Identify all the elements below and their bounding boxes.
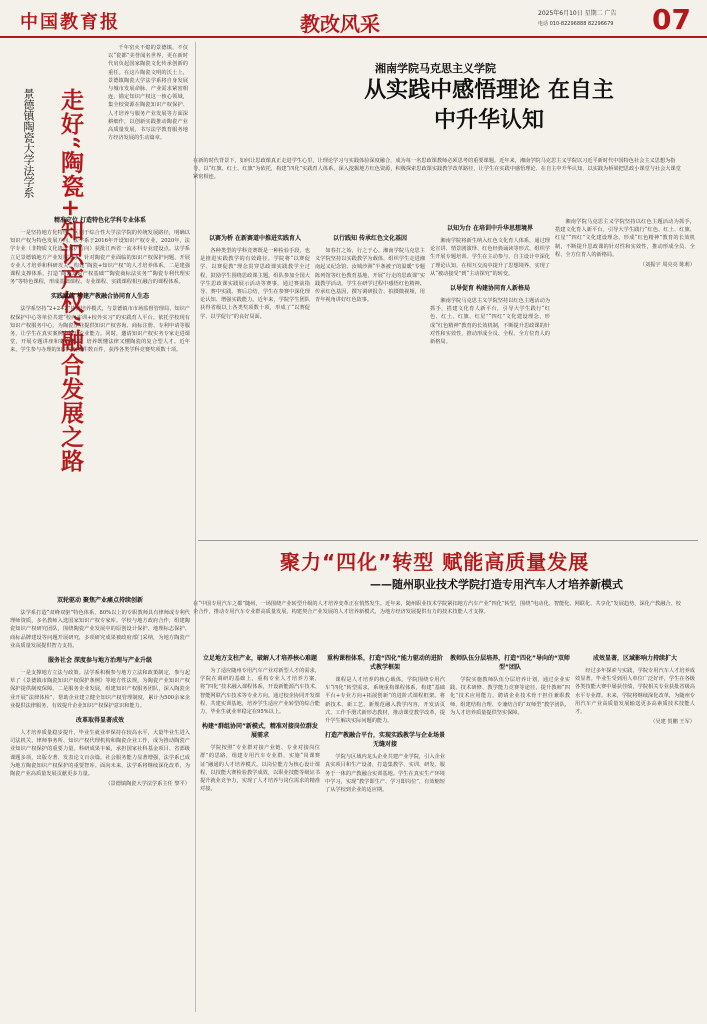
article1-body-2: 法学系坚持“2+2+2”协同培养模式，与景德镇市市场监督管理局、知识产权保护中心等单位共建“校内实训+校外实习”的实践育人平台。依托学校现有知识产权服务中心，为陶瓷企业提供知识产权咨询、商标注册、专利申请等服务，让学生在真实案例中提升专业能力。同时，邀请知识产权实务专家走进课堂，开展专题讲座和案例教学，培养既懂法律又懂陶瓷的复合型人才。近年来，学生参与办理的知识产权案件数百件，获得各类学科竞赛奖项数十项。 <box>10 306 190 354</box>
section-title: 教改风采 <box>300 12 380 36</box>
article2-body-1: 各种类型的学科竞赛既是一种检验手段，也是推进实践教学的有效路径。学院将“以赛促学、以赛促教”理念贯穿思政课实践教学全过程，鼓励学生围绕思政课主题，组队参加全国大学生思政课实践展示活动等赛事。通过赛前指导、赛中实践、赛后总结，学生在参赛中深化理论认知、增强实践能力。近年来，学院学生团队获得省级以上各类奖项数十项，形成了“以赛促学、以学促行”的良好局面。 <box>200 248 310 320</box>
article1-heading-5: 改革取得显著成效 <box>75 717 124 725</box>
article3-lead: 在“中国专用汽车之都”随州，一场围绕产业转型升级的人才培养变革正在悄然发生。近年来，随州职业技术学院紧扣地方汽车产业“四化”转型，围绕“电动化、智能化、网联化、共享化”发展趋势，深化产教融合、校企合作，推动专用汽车专业群高质量发展，构建契合产业发展的人才培养新模式，为地方经济发展提供有力的技术技能人才支撑。 <box>193 601 681 616</box>
column-divider <box>195 42 196 1012</box>
article1-title: 走好“陶瓷+知识产权”融合发展之路 <box>57 88 84 473</box>
article2-title: 从实践中感悟理论 在自主中升华认知 <box>364 78 614 133</box>
article3-heading-1: 立足地方支柱产业，破解人才培养核心难题 <box>202 655 317 662</box>
section-divider <box>198 540 698 541</box>
article3-heading-3: 重构课程体系，打造“四化”能力驱动的进阶式教学框架 <box>327 655 443 671</box>
page-number: 07 <box>652 3 691 36</box>
article2-credit: （刘振宇 周亮亮 陈莉） <box>639 262 695 269</box>
article1-heading-1: 精准定位 打造特色化学科专业体系 <box>53 217 147 224</box>
contact-info: 电话 010-82296888 82296679 <box>538 21 614 27</box>
article2-column-4 <box>555 218 695 538</box>
article3-column-3 <box>450 648 570 1018</box>
article2-heading-3: 以知为台 在培训中升华思想境界 <box>446 225 534 232</box>
article3-body-4: 学院与区域内龙头企业共建产业学院，引入企业真实项目和生产设备，打造集教学、实训、研发、服务于一体的产教融合实训基地。学生在真实生产环境中学习，实现“教学即生产、学习即岗位”，有效缩短了从学校到企业的适应期。 <box>325 754 445 794</box>
article3-column-4 <box>575 648 695 1018</box>
article1-heading-4: 服务社会 深度参与地方治理与产业升级 <box>47 657 153 665</box>
article2-body-4-continued: 湘南学院马克思主义学院坚持以红色主题活动为抓手，搭建文化育人新平台，引导大学生践行“红色、红土、红旗、红星”“四红”文化建设理念，形成“红色精神”教育的长效机制，不断提升思政课的针对性和实效性，推动形成全员、全程、全方位育人的新格局。 <box>555 219 695 258</box>
article3-heading-4: 打造产教融合平台，实现实践教学与企业场景无缝对接 <box>325 732 445 749</box>
article1-body-5: 人才培养质量稳步提升，毕业生就业率保持在较高水平，大量毕业生进入司法机关、律师事务所、知识产权代理机构和陶瓷企业工作，成为推动陶瓷产业知识产权保护的重要力量。科研成果丰硕，承担国家社科基金项目、省部级课题多项，出版专著、发表论文百余篇。社会服务能力显著增强，法学系已成为地方陶瓷知识产权保护的重要智库。面向未来，法学系将继续深化改革，为陶瓷产业高质量发展贡献更多力量。 <box>10 730 190 778</box>
article3-body-2: 学院按照“专业群对接产业链、专业对接岗位群”的思路，组建专用汽车专业群，实施“岗课赛证”融通的人才培养模式。以岗位能力为核心设计课程，以技能大赛检验教学成效，以职业技能等级证书提升就业竞争力，实现了人才培养与岗位需求的精准对接。 <box>200 745 320 793</box>
article1-heading-2: 实践赋能 构建产教融合协同育人生态 <box>50 293 150 301</box>
article3-subtitle: ——随州职业技术学院打造专用汽车人才培养新模式 <box>370 578 623 591</box>
article3-heading-6: 成效显著，区域影响力持续扩大 <box>592 655 677 662</box>
article2-heading-2: 以行践知 传承红色文化基因 <box>332 235 408 242</box>
article2-kicker: 湘南学院马克思主义学院 <box>375 62 496 75</box>
newspaper-logo: 中国教育报 <box>20 12 120 33</box>
article1-heading-3: 双轮驱动 聚焦产业痛点持续创新 <box>56 597 144 604</box>
article2-lead: 在新的时代背景下，如何让思政课真正走进学生心里，让理论学习与实践体验深度融合，成为每一名思政课教师必须思考的重要课题。近年来，湘南学院马克思主义学院以习近平新时代中国特色社会主义思想为指导，以“红旗、红土、红旗”为依托，构建“四化”实践育人体系，深入挖掘地方红色资源，积极探索思政课实践教学改革路径，让学生在实践中感悟理论、在自主中升华认知，以实践为桥梁把思政小课堂与社会大课堂紧密相连。 <box>193 158 681 181</box>
article2-column-2 <box>315 228 425 538</box>
article1-intro <box>108 44 188 204</box>
article3-credit: （吴建 贺鹏 王军） <box>650 719 695 726</box>
article3-title: 聚力“四化”转型 赋能高质量发展 <box>280 550 590 574</box>
article3-heading-2: 构建“群组协同”新模式，精准对接岗位群发展需求 <box>202 723 318 740</box>
intro-paragraph: 千年窑火不熄的景德镇，不仅以“瓷都”美誉闻名世界，更在新时代肩负起国家陶瓷文化传承创新的重任。在这片陶瓷文明的沃土上，景德镇陶瓷大学法学系将自身发展与城市发展命脉、产业需求紧密相连，锚定知识产权这一核心领域，集全校资源在陶瓷知识产权保护、人才培养与服务产业发展等方面深耕细作，以创新实践推动陶瓷产业高质量发展，书写法学教育服务地方经济发展的生动篇章。 <box>108 45 188 142</box>
article3-column-2 <box>325 648 445 1018</box>
article3-body-6: 经过多年探索与实践，学院专用汽车人才培养成效显著。毕业生受到用人单位广泛好评，学生在各级各类技能大赛中屡获佳绩，学院相关专业获批省级高水平专业群。未来，学院将继续深化改革，为随州专用汽车产业高质量发展输送更多高素质技术技能人才。 <box>575 668 695 716</box>
article2-heading-1: 以赛为桥 在新赛道中推进实践育人 <box>208 235 302 242</box>
article2-body-2: 如春打之始，行之于心。湘南学院马克思主义学院坚持以实践教学为载体，组织学生走进湘南起义纪念馆、汝城沙洲“半条被子的温暖”专题陈列馆等红色教育基地，开展“行走的思政课”实践教学活动。学生在研学过程中感悟红色精神、传承红色基因，撰写调研报告、拍摄微视频，用青年视角讲好红色故事。 <box>315 248 425 304</box>
article1-body-3: 法学系打造“双峰双驱”特色体系，80%以上的专职教师具有律师或专利代理师资质，多名教师入选国家知识产权专家库。学校与地方政府合作，组建陶瓷知识产权研究团队，围绕陶瓷产业发展中的原创设计保护、地理标志保护、商标品牌建设等问题开展研究，多项研究成果被政府部门采纳，为地方陶瓷产业高质量发展提供智力支持。 <box>10 610 190 649</box>
article2-body-4: 湘南学院马克思主义学院坚持以红色主题活动为抓手，搭建文化育人新平台，引导大学生践行“红色、红土、红旗、红星”“四红”文化建设理念，形成“红色精神”教育的长效机制，不断提升思政课的针对性和实效性，推动形成全员、全程、全方位育人的新格局。 <box>430 298 550 346</box>
issue-date: 2025年6月10日 星期二 广告 <box>538 10 617 17</box>
article1-credit: （景德镇陶瓷大学法学系主任 黎平） <box>105 781 190 788</box>
article2-body-3: 湘南学院将新生纳入红色文化育人体系，通过理论宣讲、情景剧演绎、红色经典诵读等形式，组织学生开展专题培训。学生在主动参与、自主设计中深化了理论认知，在相互交流中提升了思想境界，实现了从“被动接受”到“主动探究”的转变。 <box>430 238 550 277</box>
article1-column-a <box>10 210 190 585</box>
article1-body-1: 一是坚持地方化特色。区别于综合性大学法学院的传统发展路径，明确以知识产权为特色发展方向。法学系于2016年开设知识产权专业，2020年，法学专业（非物质文化遗产保护方向）获批江西省一流本科专业建设点。法学系立足景德镇地方产业发展需求，针对陶瓷产业面临的知识产权保护问题，开展专业人才培养和科研攻关，构建“陶瓷+知识产权”的人才培养体系。二是建强课程支撑体系，打造“陶瓷知识产权基础”“陶瓷商标法实务”“陶瓷专利代理实务”等特色课程，形成基础课程、专业课程、实践课程相互融合的课程体系。 <box>10 230 190 286</box>
article1-column-b <box>10 590 190 1010</box>
article3-body-3: 课程是人才培养的核心载体。学院围绕专用汽车“四化”转型需求，系统重构课程体系，构建“基础平台+专业方向+拓展创新”的进阶式课程框架。将新技术、新工艺、新规范融入教学内容，开发活页式、工作手册式新形态教材，推动课堂教学改革，提升学生解决实际问题的能力。 <box>325 677 445 725</box>
article1-body-4: 一是支撑地方立法与政策。法学系积极参与地方立法和政策制定，参与起草了《景德镇市陶瓷知识产权保护条例》等地方性法规，为陶瓷产业知识产权保护提供制度保障。二是服务企业发展，组建知识产权服务团队，深入陶瓷企业开展“法律体检”，帮助企业建立健全知识产权管理制度，累计为500余家企业提供法律服务，有效提升企业知识产权保护意识和能力。 <box>10 670 190 709</box>
article1-author: 景德镇陶瓷大学法学系 <box>22 88 35 198</box>
article2-column-1 <box>200 228 310 538</box>
article3-body-5: 学院实施教师队伍分层培养计划，通过企业实践、技术研修、教学能力竞赛等途径，提升教师“四化”技术应用能力。聘请企业技术骨干担任兼职教师，组建结构合理、专兼结合的“双师型”教学团队，为人才培养质量提供坚实保障。 <box>450 677 570 716</box>
article3-heading-5: 教师队伍分层培养，打造“四化”导向的“双师型”团队 <box>450 655 570 671</box>
article3-body-1: 为了适应随州专用汽车产业对新型人才的需求，学院在调研的基础上，重构专业人才培养方案，将“四化”技术融入课程体系，开设新能源汽车技术、智能网联汽车技术等专业方向。通过校企协同开发课程、共建实训基地，培养学生适应产业转型的综合能力，毕业生就业率稳定在95%以上。 <box>200 668 320 716</box>
article2-heading-4: 以导促育 构建协同育人新格局 <box>449 285 531 293</box>
masthead <box>0 0 707 38</box>
article3-column-1 <box>200 648 320 1018</box>
article2-column-3 <box>430 218 550 538</box>
